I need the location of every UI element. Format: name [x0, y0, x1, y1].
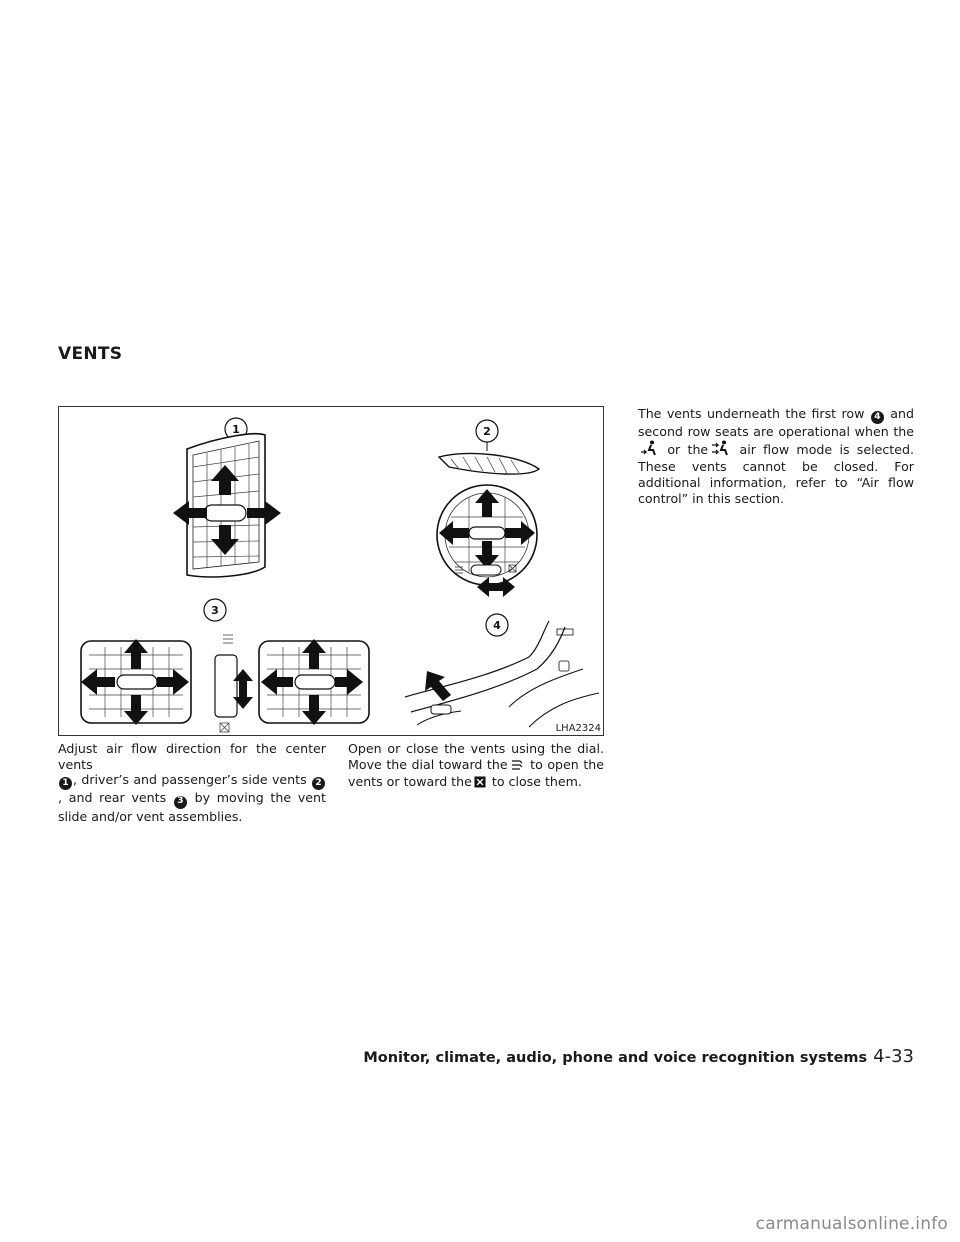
- callout-2: [476, 420, 498, 451]
- page-footer: [363, 1046, 914, 1067]
- rear-vent-right: [259, 639, 369, 725]
- side-vent: [437, 453, 539, 597]
- vents-diagram: [59, 407, 603, 735]
- callout-3-label: 3: [211, 604, 219, 617]
- bilevel-airflow-icon: [710, 440, 730, 460]
- footer-section-title: Monitor, climate, audio, phone and voice recognition systems: [363, 1050, 868, 1066]
- col3-text-2: and second row seats are operational when the: [638, 406, 914, 440]
- text-column-1: [58, 741, 326, 824]
- col2-text-2: to open the vents or toward the: [348, 756, 604, 790]
- rear-vent-left: [81, 639, 191, 725]
- vents-illustration: [58, 406, 604, 736]
- text-column-3: [638, 406, 914, 506]
- watermark: carmanualsonline.info: [755, 1214, 948, 1234]
- rear-vent-dial: [215, 635, 253, 732]
- vent-open-icon: [510, 759, 524, 775]
- col2-text-3: to close them.: [491, 774, 582, 790]
- center-vent: [173, 434, 281, 577]
- side-vents-number-badge: 2: [312, 777, 325, 790]
- floor-airflow-icon: [640, 440, 658, 460]
- floor-vent: [405, 621, 599, 727]
- col3-text-4: air flow mode is selected. These vents cannot be closed. For additional information, refer to “Air flow control” in this section.: [638, 441, 914, 506]
- callout-2-label: 2: [483, 425, 491, 438]
- col2-text-1: Open or close the vents using the dial. Move the dial toward the: [348, 741, 604, 772]
- callout-3: [204, 599, 226, 621]
- vent-close-icon: [474, 776, 486, 792]
- floor-vents-number-badge: 4: [871, 411, 884, 424]
- col1-text-5: by moving the vent slide and/or vent assemblies.: [58, 790, 326, 824]
- callout-1-label: 1: [232, 423, 240, 436]
- col1-text-1: Adjust air flow direction for the center vents: [58, 741, 326, 772]
- col3-text-3: or the: [667, 441, 709, 457]
- section-title: VENTS: [58, 344, 123, 364]
- text-column-2: [348, 741, 604, 792]
- col1-text-4: and rear vents: [68, 790, 167, 806]
- col1-text-2: , driver’s and passenger’s side vents: [73, 772, 307, 788]
- callout-4-label: 4: [493, 619, 501, 632]
- col3-text-1: The vents underneath the first row: [638, 406, 865, 421]
- callout-4: [486, 614, 508, 636]
- col1-text-3: ,: [58, 790, 63, 806]
- rear-vents-number-badge: 3: [174, 796, 187, 809]
- center-vents-number-badge: 1: [59, 777, 72, 790]
- figure-code: LHA2324: [555, 723, 601, 734]
- page-number: 4-33: [873, 1046, 914, 1067]
